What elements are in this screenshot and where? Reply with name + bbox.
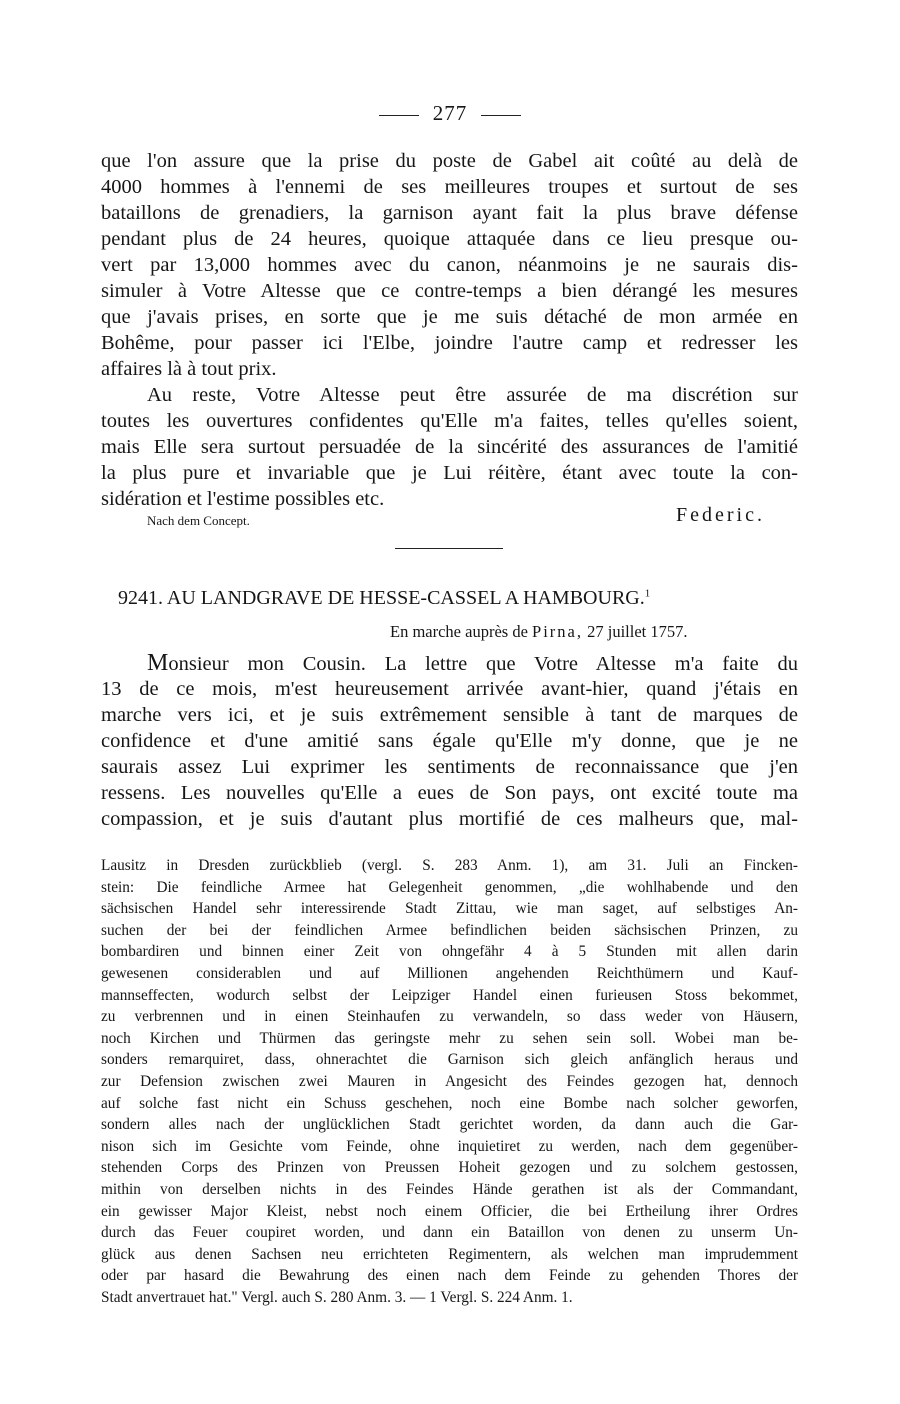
text-line: la plus pure et invariable que je Lui réitère, étant avec toute la con-	[101, 462, 798, 484]
text-line: confidence et d'une amitié sans égale qu'Elle m'y donne, que je ne	[101, 730, 798, 752]
text-line: marche vers ici, et je suis extrêmement sensible à tant de marques de	[101, 704, 798, 726]
footnote-line: glück aus denen Sachsen neu errichteten Regimentern, als welchen man imprudemment	[101, 1245, 798, 1263]
footnote-line: sächsischen Handel sehr interessirende Stadt Zittau, wie man saget, auf selbstiges An-	[101, 900, 798, 918]
text-line: que l'on assure que la prise du poste de Gabel ait coûté au delà de	[101, 150, 798, 172]
footnote-line: stehenden Corps des Prinzen von Preussen Hoheit gezogen und zu solchem gestossen,	[101, 1159, 798, 1177]
text-line: 13 de ce mois, m'est heureusement arrivée avant-hier, quand j'étais en	[101, 678, 798, 700]
dateline	[390, 622, 687, 642]
heading-footnote-mark: 1	[644, 587, 651, 600]
text-line: mais Elle sera surtout persuadée de la sincérité des assurances de l'amitié	[101, 436, 798, 458]
text-line: simuler à Votre Altesse que ce contre-temps a bien dérangé les mesures	[101, 280, 798, 302]
dateline-date: 27 juillet 1757.	[587, 622, 688, 641]
text-line: vert par 13,000 hommes avec du canon, néanmoins je ne saurais dis-	[101, 254, 798, 276]
footnote-line: bombardiren und binnen einer Zeit von ohngefähr 4 à 5 Stunden mit allen darin	[101, 943, 798, 961]
dateline-place: Pirna,	[532, 622, 583, 641]
dateline-pre: En marche auprès de	[390, 622, 528, 641]
text-line: Bohême, pour passer ici l'Elbe, joindre l'autre camp et redresser les	[101, 332, 798, 354]
text-line: pendant plus de 24 heures, quoique attaquée dans ce lieu presque ou-	[101, 228, 798, 250]
footnote-line: zur Defension zwischen zwei Mauren in Angesicht des Feindes gezogen hat, dennoch	[101, 1073, 798, 1090]
footnote-line: stein: Die feindliche Armee hat Gelegenheit genommen, „die wohlhabende und den	[101, 878, 798, 896]
page-number	[0, 101, 900, 126]
salutation-initial: M	[147, 650, 169, 676]
footnote-line: sondern alles nach der unglücklichen Stadt gerichtet worden, da dann auch die Gar-	[101, 1116, 798, 1134]
footnote-line: Stadt anvertrauet hat." Vergl. auch S. 280 Anm. 3. — 1 Vergl. S. 224 Anm. 1.	[101, 1289, 573, 1306]
page-number-dash-left	[379, 115, 419, 116]
page-number-dash-right	[481, 115, 521, 116]
footnote-line: gewesenen considerablen und auf Millionen angehenden Reichthümern und Kauf-	[101, 965, 798, 982]
text-line: Au reste, Votre Altesse peut être assurée de ma discrétion sur	[147, 384, 798, 406]
text-line: compassion, et je suis d'autant plus mortifié de ces malheurs que, mal-	[101, 808, 798, 830]
letter-heading	[118, 587, 650, 610]
footnote-line: zu verbrennen und in einen Steinhaufen zu verwandeln, so dass weder von Häusern,	[101, 1008, 798, 1026]
text-line: toutes les ouvertures confidentes qu'Elle m'a faites, telles qu'elles soient,	[101, 410, 798, 432]
footnote-line: mithin von derselben nichts in des Feindes Hände gerathen ist als der Commandant,	[101, 1181, 798, 1198]
signature: Federic.	[676, 504, 765, 526]
salutation-line	[147, 650, 798, 677]
footnote-line: nison sich im Gesichte vom Feinde, ohne inquietiret zu werden, nach dem gegenüber-	[101, 1137, 798, 1155]
section-divider	[395, 548, 503, 549]
letter-number: 9241.	[118, 587, 163, 609]
text-line: saurais assez Lui exprimer les sentiments de reconnaissance que j'en	[101, 756, 798, 778]
footnote-line: sonders remarquiret, dass, ohnerachtet die Garnison sich gleich anfänglich heraus und	[101, 1051, 798, 1069]
footnote-line: auf solche fast nicht ein Schuss geschehen, noch eine Bombe nach solcher geworfen,	[101, 1094, 798, 1112]
footnote-line: durch das Feuer coupiret worden, und dann ein Bataillon von denen zu unserm Un-	[101, 1224, 798, 1242]
salutation-rest: onsieur mon Cousin. La lettre que Votre Altesse m'a faite du	[168, 653, 798, 675]
source-note: Nach dem Concept.	[147, 513, 250, 528]
footnote-line: suchen der bei der feindlichen Armee befindlichen beiden sächsischen Prinzen, zu	[101, 921, 798, 939]
footnote-line: ein gewisser Major Kleist, nebst noch einem Officier, die bei Ertheilung ihrer Ordres	[101, 1202, 798, 1220]
text-line: sidération et l'estime possibles etc.	[101, 488, 385, 510]
footnote-line: mannseffecten, wodurch selbst der Leipziger Handel einen furieusen Stoss bekommet,	[101, 986, 798, 1004]
footnote-line: oder par hasard die Bewahrung des einen nach dem Feinde zu gehenden Thores der	[101, 1267, 798, 1285]
footnote-line: Lausitz in Dresden zurückblieb (vergl. S. 283 Anm. 1), am 31. Juli an Fincken-	[101, 857, 798, 874]
letter-title: AU LANDGRAVE DE HESSE-CASSEL A HAMBOURG.	[166, 587, 645, 609]
footnote-line: noch Kirchen und Thürmen das geringste mehr zu sehen sein soll. Wobei man be-	[101, 1029, 798, 1047]
text-line: affaires là à tout prix.	[101, 358, 277, 380]
text-line: 4000 hommes à l'ennemi de ses meilleures troupes et surtout de ses	[101, 176, 798, 198]
text-line: bataillons de grenadiers, la garnison ayant fait la plus brave défense	[101, 202, 798, 224]
text-line: ressens. Les nouvelles qu'Elle a eues de Son pays, ont excité toute ma	[101, 782, 798, 804]
page-number-text: 277	[432, 101, 468, 125]
text-line: que j'avais prises, en sorte que je me suis détaché de mon armée en	[101, 306, 798, 328]
